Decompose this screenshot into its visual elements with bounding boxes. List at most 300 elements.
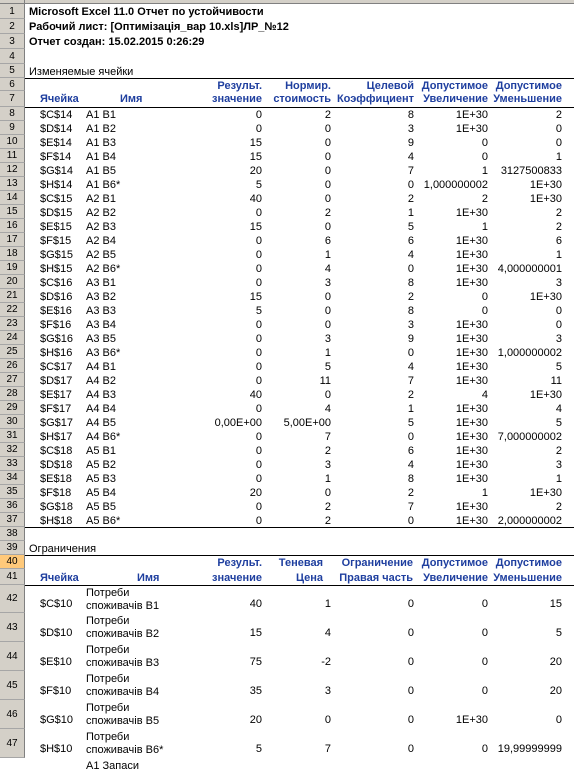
row-header-17[interactable]: 17 xyxy=(0,233,25,247)
constraint-shadow-price: 4 xyxy=(324,627,331,639)
constraint-decrease: 0 xyxy=(555,714,562,726)
variable-inc: 1E+30 xyxy=(455,123,488,135)
variable-value: 15 xyxy=(249,291,262,303)
header-name: Имя xyxy=(120,93,143,105)
constraint-shadow-price: 3 xyxy=(324,685,331,697)
variable-dec: 3127500833 xyxy=(500,165,562,177)
variable-coef: 8 xyxy=(407,277,414,289)
variable-name: A1 B3 xyxy=(86,137,116,149)
variable-inc: 0 xyxy=(481,305,488,317)
variable-value: 15 xyxy=(249,221,262,233)
variable-cell-ref: $D$14 xyxy=(40,123,73,135)
variable-name: A5 B5 xyxy=(86,501,116,513)
variable-inc: 1E+30 xyxy=(455,375,488,387)
constraint-cell-ref: $E$10 xyxy=(40,656,72,668)
variable-cost: 2 xyxy=(324,501,331,513)
variable-dec: 1E+30 xyxy=(529,291,562,303)
row-header-47[interactable]: 47 xyxy=(0,729,25,758)
variable-cost: 3 xyxy=(324,277,331,289)
row-header-45[interactable]: 45 xyxy=(0,671,25,700)
variable-cost: 0 xyxy=(324,389,331,401)
row-header-11[interactable]: 11 xyxy=(0,149,25,163)
row-header-20[interactable]: 20 xyxy=(0,275,25,289)
variable-cell-ref: $D$15 xyxy=(40,207,73,219)
constraint-value: 35 xyxy=(249,685,262,697)
variable-coef: 5 xyxy=(407,417,414,429)
variable-coef: 0 xyxy=(407,431,414,443)
constraint-name-line2: споживачів B2 xyxy=(86,628,160,640)
variable-cost: 0 xyxy=(324,305,331,317)
variable-cost: 0 xyxy=(324,179,331,191)
row-header-16[interactable]: 16 xyxy=(0,219,25,233)
variable-dec: 1E+30 xyxy=(529,389,562,401)
variable-coef: 0 xyxy=(407,515,414,527)
row-header-42[interactable]: 42 xyxy=(0,585,25,613)
variable-coef: 6 xyxy=(407,445,414,457)
constraint-decrease: 15 xyxy=(549,598,562,610)
row-header-24[interactable]: 24 xyxy=(0,331,25,345)
constraint-decrease: 19,99999999 xyxy=(497,743,562,755)
variable-name: A1 B4 xyxy=(86,151,116,163)
constraint-name-line2: споживачів B5 xyxy=(86,715,160,727)
variable-coef: 8 xyxy=(407,473,414,485)
variable-name: A2 B6* xyxy=(86,263,121,275)
variable-cell-ref: $F$17 xyxy=(40,403,72,415)
variable-value: 0 xyxy=(255,445,262,457)
variable-dec: 7,000000002 xyxy=(497,431,562,443)
variable-cost: 0 xyxy=(324,291,331,303)
variable-name: A3 B3 xyxy=(86,305,116,317)
constraint-rhs: 0 xyxy=(407,685,414,697)
variable-value: 0 xyxy=(255,263,262,275)
variable-name: A5 B6* xyxy=(86,515,121,527)
variable-cell-ref: $H$14 xyxy=(40,179,73,191)
variable-value: 0 xyxy=(255,123,262,135)
row-header-3[interactable]: 3 xyxy=(0,34,25,49)
variables-section-title: Изменяемые ячейки xyxy=(29,66,134,78)
variable-dec: 0 xyxy=(555,123,562,135)
variable-value: 5 xyxy=(255,305,262,317)
variable-dec: 2,000000002 xyxy=(497,515,562,527)
variable-cost: 2 xyxy=(324,515,331,527)
row-header-2[interactable]: 2 xyxy=(0,19,25,34)
variable-dec: 3 xyxy=(555,459,562,471)
variable-dec: 1 xyxy=(555,151,562,163)
constraint-value: 5 xyxy=(255,743,262,755)
constraint-header-dec-2: Уменьшение xyxy=(493,572,562,584)
variable-inc: 1 xyxy=(481,487,488,499)
variable-dec: 5 xyxy=(555,361,562,373)
variable-dec: 0 xyxy=(555,305,562,317)
variable-name: A2 B4 xyxy=(86,235,116,247)
constraint-cell-ref: $F$10 xyxy=(40,685,72,697)
variable-inc: 0 xyxy=(481,137,488,149)
variable-dec: 1 xyxy=(555,249,562,261)
row-header-21[interactable]: 21 xyxy=(0,289,25,303)
constraint-shadow-price: 1 xyxy=(324,598,331,610)
constraint-shadow-price: 0 xyxy=(324,714,331,726)
constraint-increase: 0 xyxy=(481,656,488,668)
variable-inc: 1E+30 xyxy=(455,417,488,429)
header-coef-2: Коэффициент xyxy=(336,93,414,105)
variable-inc: 1E+30 xyxy=(455,445,488,457)
constraint-cell-ref: $G$10 xyxy=(40,714,74,726)
constraint-shadow-price: 7 xyxy=(324,743,331,755)
report-worksheet: Рабочий лист: [Оптимізація_вар 10.xls]ЛР_№12 xyxy=(29,21,289,33)
constraint-name-line1: Потреби xyxy=(86,587,130,599)
variable-inc: 1E+30 xyxy=(455,249,488,261)
variable-dec: 6 xyxy=(555,235,562,247)
header-coef-1: Целевой xyxy=(366,80,414,92)
row-header-25[interactable]: 25 xyxy=(0,345,25,359)
variable-coef: 4 xyxy=(407,361,414,373)
variable-inc: 1E+30 xyxy=(455,319,488,331)
variable-coef: 9 xyxy=(407,333,414,345)
variable-coef: 4 xyxy=(407,459,414,471)
column-header-strip[interactable] xyxy=(25,0,574,4)
constraint-header-shadow-1: Теневая xyxy=(278,557,323,569)
constraint-name-line2: споживачів B3 xyxy=(86,657,160,669)
header-inc-2: Увеличение xyxy=(423,93,488,105)
variable-coef: 0 xyxy=(407,179,414,191)
variable-cell-ref: $D$16 xyxy=(40,291,73,303)
variable-cell-ref: $C$17 xyxy=(40,361,73,373)
variable-inc: 1E+30 xyxy=(455,109,488,121)
table-border xyxy=(25,585,574,586)
variable-value: 0 xyxy=(255,333,262,345)
constraint-header-inc-1: Допустимое xyxy=(421,557,488,569)
constraint-rhs: 0 xyxy=(407,743,414,755)
constraint-increase: 0 xyxy=(481,743,488,755)
variable-coef: 4 xyxy=(407,249,414,261)
row-header-1[interactable]: 1 xyxy=(0,4,25,19)
constraint-shadow-price: -2 xyxy=(321,656,331,668)
header-dec-2: Уменьшение xyxy=(493,93,562,105)
variable-coef: 0 xyxy=(407,347,414,359)
constraint-cell-ref: $C$10 xyxy=(40,598,73,610)
variable-cell-ref: $G$16 xyxy=(40,333,74,345)
variable-cell-ref: $E$15 xyxy=(40,221,72,233)
table-border xyxy=(25,78,574,79)
variable-dec: 0 xyxy=(555,137,562,149)
variable-dec: 1 xyxy=(555,473,562,485)
variable-coef: 2 xyxy=(407,487,414,499)
variable-inc: 1E+30 xyxy=(455,403,488,415)
variable-name: A2 B5 xyxy=(86,249,116,261)
row-header-14[interactable]: 14 xyxy=(0,191,25,205)
variable-value: 40 xyxy=(249,193,262,205)
row-header-8[interactable]: 8 xyxy=(0,107,25,121)
row-header-9[interactable]: 9 xyxy=(0,121,25,135)
header-result-2: значение xyxy=(212,93,262,105)
variable-value: 0 xyxy=(255,249,262,261)
constraint-rhs: 0 xyxy=(407,627,414,639)
constraint-value: 15 xyxy=(249,627,262,639)
row-header-18[interactable]: 18 xyxy=(0,247,25,261)
row-header-26[interactable]: 26 xyxy=(0,359,25,373)
variable-coef: 2 xyxy=(407,291,414,303)
variable-name: A2 B3 xyxy=(86,221,116,233)
variable-name: A5 B3 xyxy=(86,473,116,485)
row-header-35[interactable]: 35 xyxy=(0,485,25,499)
constraint-header-rhs-1: Ограничение xyxy=(341,557,413,569)
variable-cell-ref: $E$18 xyxy=(40,473,72,485)
variable-value: 0 xyxy=(255,319,262,331)
variable-inc: 1E+30 xyxy=(455,235,488,247)
row-header-22[interactable]: 22 xyxy=(0,303,25,317)
constraint-name-line1: Потреби xyxy=(86,673,130,685)
row-header-27[interactable]: 27 xyxy=(0,373,25,387)
variable-inc: 1E+30 xyxy=(455,459,488,471)
variable-cost: 0 xyxy=(324,151,331,163)
constraint-header-cell: Ячейка xyxy=(40,572,79,584)
variable-cell-ref: $G$15 xyxy=(40,249,74,261)
variable-name: A3 B5 xyxy=(86,333,116,345)
row-header-23[interactable]: 23 xyxy=(0,317,25,331)
row-header-31[interactable]: 31 xyxy=(0,429,25,443)
constraint-value: 20 xyxy=(249,714,262,726)
variable-value: 0 xyxy=(255,473,262,485)
variable-dec: 1,000000002 xyxy=(497,347,562,359)
variable-cost: 5 xyxy=(324,361,331,373)
variable-inc: 1E+30 xyxy=(455,361,488,373)
variable-value: 40 xyxy=(249,389,262,401)
variable-cost: 3 xyxy=(324,333,331,345)
constraint-cell-ref: $D$10 xyxy=(40,627,73,639)
row-header-33[interactable]: 33 xyxy=(0,457,25,471)
variable-cost: 3 xyxy=(324,459,331,471)
variable-value: 15 xyxy=(249,137,262,149)
constraint-value: 75 xyxy=(249,656,262,668)
variable-cell-ref: $C$18 xyxy=(40,445,73,457)
variable-dec: 3 xyxy=(555,277,562,289)
variable-cost: 2 xyxy=(324,445,331,457)
row-header-44[interactable]: 44 xyxy=(0,642,25,671)
row-header-37[interactable]: 37 xyxy=(0,513,25,527)
constraint-name-line2: споживачів B1 xyxy=(86,600,160,612)
variable-value: 0,00E+00 xyxy=(214,417,262,429)
variable-dec: 1E+30 xyxy=(529,193,562,205)
row-header-15[interactable]: 15 xyxy=(0,205,25,219)
variable-inc: 1E+30 xyxy=(455,515,488,527)
variable-dec: 5 xyxy=(555,417,562,429)
variable-coef: 6 xyxy=(407,235,414,247)
variable-coef: 2 xyxy=(407,193,414,205)
row-header-29[interactable]: 29 xyxy=(0,401,25,415)
variable-name: A4 B4 xyxy=(86,403,116,415)
variable-inc: 1 xyxy=(481,165,488,177)
variable-cell-ref: $H$18 xyxy=(40,515,73,527)
variable-name: A2 B1 xyxy=(86,193,116,205)
row-header-43[interactable]: 43 xyxy=(0,613,25,642)
constraint-cell-ref: $H$10 xyxy=(40,743,73,755)
variable-value: 20 xyxy=(249,487,262,499)
constraint-rhs: 0 xyxy=(407,714,414,726)
row-header-32[interactable]: 32 xyxy=(0,443,25,457)
row-header-10[interactable]: 10 xyxy=(0,135,25,149)
variable-inc: 4 xyxy=(481,389,488,401)
variable-inc: 0 xyxy=(481,291,488,303)
row-header-39[interactable]: 39 xyxy=(0,541,25,555)
row-header-30[interactable]: 30 xyxy=(0,415,25,429)
variable-cost: 4 xyxy=(324,263,331,275)
variable-inc: 1E+30 xyxy=(455,277,488,289)
variable-name: A4 B5 xyxy=(86,417,116,429)
variable-value: 0 xyxy=(255,207,262,219)
header-inc-1: Допустимое xyxy=(421,80,488,92)
variable-value: 5 xyxy=(255,179,262,191)
variable-cell-ref: $G$18 xyxy=(40,501,74,513)
row-header-46[interactable]: 46 xyxy=(0,700,25,729)
constraint-header-dec-1: Допустимое xyxy=(495,557,562,569)
variable-cost: 1 xyxy=(324,249,331,261)
variable-value: 0 xyxy=(255,403,262,415)
row-header-34[interactable]: 34 xyxy=(0,471,25,485)
row-header-38[interactable]: 38 xyxy=(0,527,25,541)
constraint-name-line2: споживачів B4 xyxy=(86,686,160,698)
variable-cost: 0 xyxy=(324,319,331,331)
row-header-13[interactable]: 13 xyxy=(0,177,25,191)
constraint-increase: 0 xyxy=(481,685,488,697)
variable-cost: 0 xyxy=(324,221,331,233)
variable-cell-ref: $F$15 xyxy=(40,235,72,247)
constraint-name-partial: A1 Запаси xyxy=(86,760,139,772)
variable-name: A1 B5 xyxy=(86,165,116,177)
header-dec-1: Допустимое xyxy=(495,80,562,92)
constraint-header-inc-2: Увеличение xyxy=(423,572,488,584)
variable-name: A4 B3 xyxy=(86,389,116,401)
variable-cell-ref: $F$14 xyxy=(40,151,72,163)
report-created: Отчет создан: 15.02.2015 0:26:29 xyxy=(29,36,205,48)
variable-value: 20 xyxy=(249,165,262,177)
variable-cost: 2 xyxy=(324,109,331,121)
variable-inc: 1E+30 xyxy=(455,207,488,219)
constraint-header-rhs-2: Правая часть xyxy=(339,572,413,584)
variable-name: A5 B1 xyxy=(86,445,116,457)
variable-name: A3 B1 xyxy=(86,277,116,289)
variable-cell-ref: $E$14 xyxy=(40,137,72,149)
variable-name: A2 B2 xyxy=(86,207,116,219)
row-header-41[interactable]: 41 xyxy=(0,569,25,585)
variable-dec: 3 xyxy=(555,333,562,345)
constraint-name-line1: Потреби xyxy=(86,615,130,627)
variable-name: A5 B2 xyxy=(86,459,116,471)
variable-name: A4 B6* xyxy=(86,431,121,443)
variable-cost: 4 xyxy=(324,403,331,415)
constraint-value: 40 xyxy=(249,598,262,610)
row-header-40[interactable]: 40 xyxy=(0,555,25,569)
variable-cost: 6 xyxy=(324,235,331,247)
row-header-19[interactable]: 19 xyxy=(0,261,25,275)
header-cost-2: стоимость xyxy=(273,93,331,105)
variable-dec: 4,000000001 xyxy=(497,263,562,275)
variable-cell-ref: $C$16 xyxy=(40,277,73,289)
variable-inc: 2 xyxy=(481,193,488,205)
constraint-decrease: 20 xyxy=(549,656,562,668)
variable-cell-ref: $E$17 xyxy=(40,389,72,401)
table-border xyxy=(25,555,574,556)
variable-value: 0 xyxy=(255,235,262,247)
constraint-increase: 0 xyxy=(481,598,488,610)
row-header-7[interactable]: 7 xyxy=(0,91,25,107)
variable-inc: 1E+30 xyxy=(455,501,488,513)
row-header-36[interactable]: 36 xyxy=(0,499,25,513)
constraint-name-line1: Потреби xyxy=(86,644,130,656)
variable-inc: 1 xyxy=(481,221,488,233)
variable-coef: 1 xyxy=(407,207,414,219)
variable-cost: 0 xyxy=(324,137,331,149)
variable-name: A1 B6* xyxy=(86,179,121,191)
variable-inc: 1E+30 xyxy=(455,263,488,275)
table-border xyxy=(25,527,574,528)
variable-inc: 1E+30 xyxy=(455,431,488,443)
variable-value: 0 xyxy=(255,431,262,443)
variable-dec: 2 xyxy=(555,221,562,233)
header-cost-1: Нормир. xyxy=(285,80,331,92)
variable-value: 15 xyxy=(249,151,262,163)
variable-value: 0 xyxy=(255,515,262,527)
variable-coef: 9 xyxy=(407,137,414,149)
variable-coef: 4 xyxy=(407,151,414,163)
variable-name: A3 B2 xyxy=(86,291,116,303)
variable-cost: 0 xyxy=(324,165,331,177)
constraint-decrease: 20 xyxy=(549,685,562,697)
variable-cost: 1 xyxy=(324,473,331,485)
row-header-28[interactable]: 28 xyxy=(0,387,25,401)
variable-cell-ref: $H$16 xyxy=(40,347,73,359)
constraint-increase: 1E+30 xyxy=(455,714,488,726)
variable-cost: 11 xyxy=(319,375,331,387)
variable-cell-ref: $E$16 xyxy=(40,305,72,317)
variable-coef: 7 xyxy=(407,165,414,177)
variable-value: 0 xyxy=(255,109,262,121)
variable-value: 0 xyxy=(255,501,262,513)
constraint-header-result-1: Результ. xyxy=(217,557,262,569)
variable-coef: 1 xyxy=(407,403,414,415)
constraint-header-name: Имя xyxy=(137,572,160,584)
variable-name: A1 B2 xyxy=(86,123,116,135)
row-header-6[interactable]: 6 xyxy=(0,78,25,91)
variable-coef: 8 xyxy=(407,109,414,121)
report-title: Microsoft Excel 11.0 Отчет по устойчивости xyxy=(29,6,264,18)
variable-coef: 7 xyxy=(407,375,414,387)
row-header-12[interactable]: 12 xyxy=(0,163,25,177)
variable-cell-ref: $D$18 xyxy=(40,459,73,471)
variable-coef: 7 xyxy=(407,501,414,513)
variable-cell-ref: $H$15 xyxy=(40,263,73,275)
variable-coef: 3 xyxy=(407,319,414,331)
variable-inc: 1,000000002 xyxy=(423,179,488,191)
row-header-4[interactable]: 4 xyxy=(0,49,25,64)
variable-dec: 4 xyxy=(555,403,562,415)
variable-cell-ref: $G$17 xyxy=(40,417,74,429)
variable-name: A4 B2 xyxy=(86,375,116,387)
constraint-header-shadow-2: Цена xyxy=(295,572,323,584)
variable-cost: 0 xyxy=(324,487,331,499)
variable-cell-ref: $H$17 xyxy=(40,431,73,443)
variable-coef: 2 xyxy=(407,389,414,401)
variable-name: A3 B6* xyxy=(86,347,121,359)
row-header-5[interactable]: 5 xyxy=(0,64,25,78)
variable-dec: 2 xyxy=(555,109,562,121)
variable-value: 0 xyxy=(255,375,262,387)
variable-inc: 1E+30 xyxy=(455,333,488,345)
variable-cost: 0 xyxy=(324,123,331,135)
variable-value: 0 xyxy=(255,361,262,373)
header-cell: Ячейка xyxy=(40,93,79,105)
constraint-header-result-2: значение xyxy=(212,572,262,584)
variable-name: A3 B4 xyxy=(86,319,116,331)
